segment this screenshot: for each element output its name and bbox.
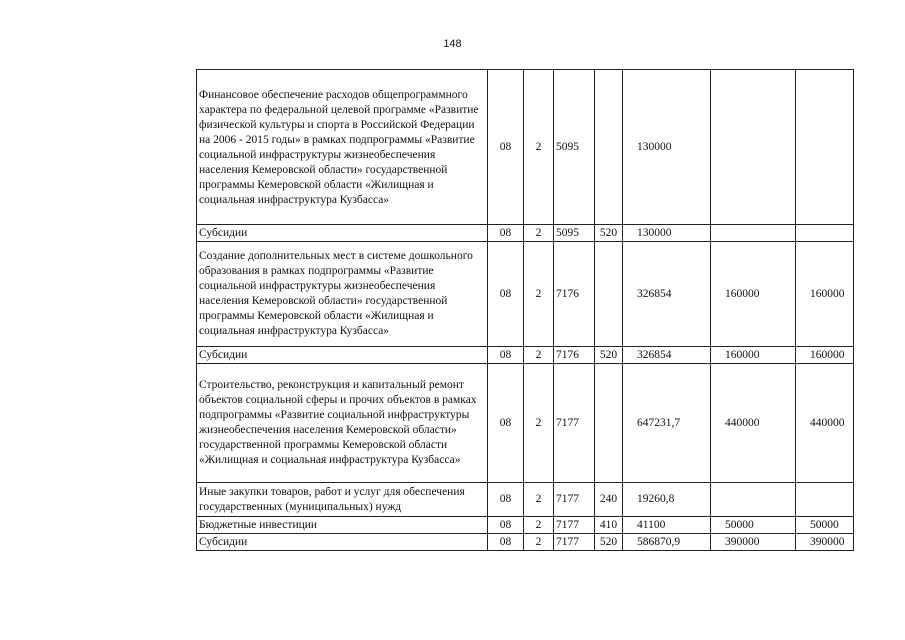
amount-2014-cell: 647231,7	[623, 364, 711, 483]
section-cell: 08	[488, 225, 524, 242]
subsection-cell: 2	[524, 347, 554, 364]
amount-2014-cell: 41100	[623, 517, 711, 534]
subsection-cell: 2	[524, 517, 554, 534]
row-name: Субсидии	[197, 225, 488, 242]
table-row	[197, 517, 854, 534]
target-cell: 7177	[554, 483, 595, 517]
row-name: Строительство, реконструкция и капитальный ремонт объектов социальной сферы и прочих объектов в рамках подпрограммы «Развитие социальной инфраструктуры жизнеобеспечения населения Кемеровской области» государственной программы Кемеровской области «Жилищная и социальная инфраструктура Кузбасса»	[197, 364, 488, 483]
target-cell: 7177	[554, 364, 595, 483]
amount-2016-cell: 390000	[796, 534, 854, 551]
amount-2014-cell: 326854	[623, 347, 711, 364]
table-row	[197, 364, 854, 483]
section-cell: 08	[488, 70, 524, 225]
page-number: 148	[443, 38, 462, 50]
type-cell: 520	[595, 534, 623, 551]
amount-2015-cell	[711, 483, 796, 517]
table-row	[197, 483, 854, 517]
amount-2015-cell	[711, 225, 796, 242]
target-cell: 7177	[554, 534, 595, 551]
amount-2016-cell: 50000	[796, 517, 854, 534]
amount-2016-cell	[796, 70, 854, 225]
row-name: Бюджетные инвестиции	[197, 517, 488, 534]
table-row	[197, 534, 854, 551]
section-cell: 08	[488, 364, 524, 483]
subsection-cell: 2	[524, 364, 554, 483]
section-cell: 08	[488, 347, 524, 364]
target-cell: 7177	[554, 517, 595, 534]
amount-2014-cell: 586870,9	[623, 534, 711, 551]
target-cell: 7176	[554, 242, 595, 347]
type-cell	[595, 242, 623, 347]
target-cell: 5095	[554, 70, 595, 225]
type-cell	[595, 70, 623, 225]
amount-2014-cell: 19260,8	[623, 483, 711, 517]
target-cell: 5095	[554, 225, 595, 242]
subsection-cell: 2	[524, 70, 554, 225]
section-cell: 08	[488, 517, 524, 534]
table-row	[197, 242, 854, 347]
row-name: Финансовое обеспечение расходов общепрограммного характера по федеральной целевой программе «Развитие физической культуры и спорта в Российской Федерации на 2006 - 2015 годы» в рамках подпрограммы «Развитие социальной инфраструктуры жизнеобеспечения населения Кемеровской области» государственной программы Кемеровской области «Жилищная и социальная инфраструктура Кузбасса»	[197, 70, 488, 225]
amount-2016-cell: 440000	[796, 364, 854, 483]
amount-2015-cell: 160000	[711, 347, 796, 364]
target-cell: 7176	[554, 347, 595, 364]
amount-2014-cell: 130000	[623, 225, 711, 242]
section-cell: 08	[488, 242, 524, 347]
amount-2014-cell: 130000	[623, 70, 711, 225]
section-cell: 08	[488, 534, 524, 551]
table-row	[197, 70, 854, 225]
budget-table	[196, 69, 854, 551]
subsection-cell: 2	[524, 242, 554, 347]
section-cell: 08	[488, 483, 524, 517]
amount-2014-cell: 326854	[623, 242, 711, 347]
amount-2015-cell: 440000	[711, 364, 796, 483]
type-cell: 410	[595, 517, 623, 534]
subsection-cell: 2	[524, 534, 554, 551]
type-cell	[595, 364, 623, 483]
amount-2015-cell: 390000	[711, 534, 796, 551]
amount-2016-cell	[796, 225, 854, 242]
row-name: Иные закупки товаров, работ и услуг для обеспечения государственных (муниципальных) нужд	[197, 483, 488, 517]
amount-2015-cell: 160000	[711, 242, 796, 347]
subsection-cell: 2	[524, 483, 554, 517]
amount-2016-cell	[796, 483, 854, 517]
row-name: Субсидии	[197, 347, 488, 364]
type-cell: 520	[595, 225, 623, 242]
subsection-cell: 2	[524, 225, 554, 242]
table-row	[197, 347, 854, 364]
table-row	[197, 225, 854, 242]
type-cell: 520	[595, 347, 623, 364]
type-cell: 240	[595, 483, 623, 517]
amount-2015-cell: 50000	[711, 517, 796, 534]
amount-2016-cell: 160000	[796, 347, 854, 364]
row-name: Создание дополнительных мест в системе дошкольного образования в рамках подпрограммы «Развитие социальной инфраструктуры жизнеобеспечения населения Кемеровской области» государственной программы Кемеровской области «Жилищная и социальная инфраструктура Кузбасса»	[197, 242, 488, 347]
amount-2015-cell	[711, 70, 796, 225]
row-name: Субсидии	[197, 534, 488, 551]
amount-2016-cell: 160000	[796, 242, 854, 347]
